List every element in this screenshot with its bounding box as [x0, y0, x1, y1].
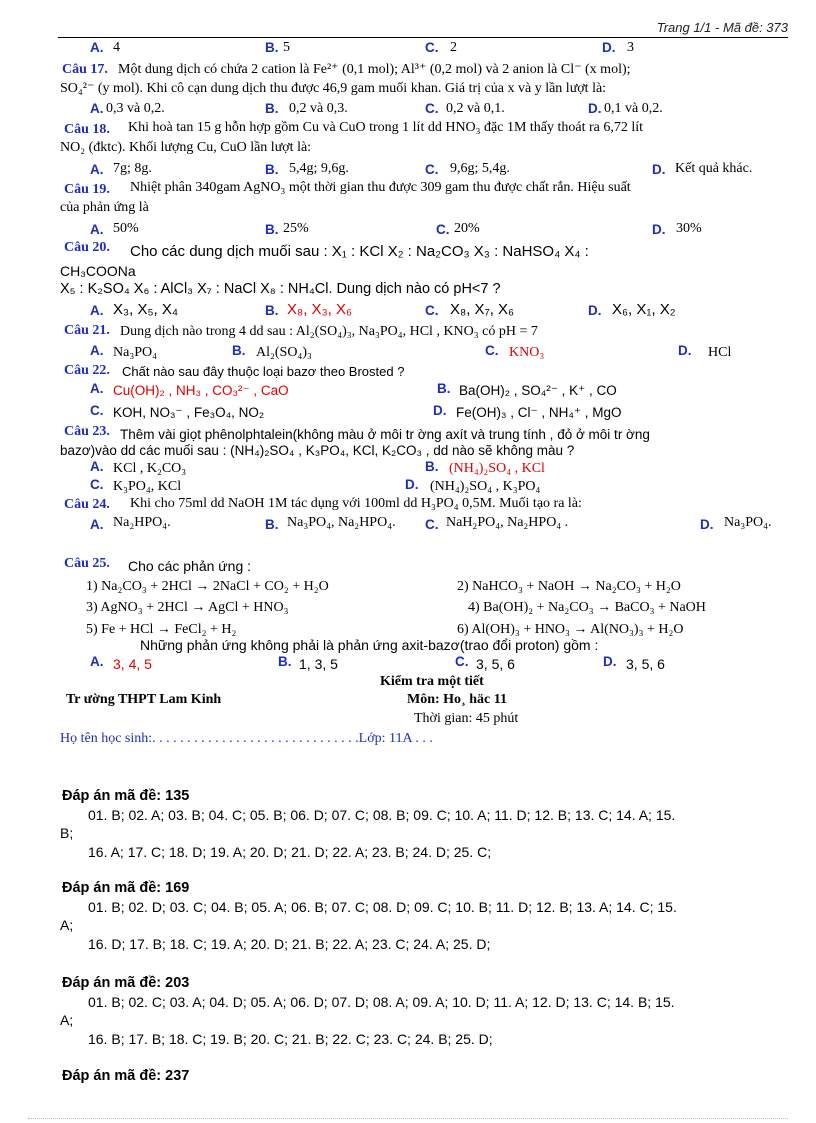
option-letter: D. — [588, 303, 602, 318]
question-text: CH₃COONa — [60, 263, 136, 279]
question-text: X₅ : K₂SO₄ X₆ : AlCl₃ X₇ : NaCl X₈ : NH₄Cl. Dung dịch nào có pH<7 ? — [60, 281, 501, 297]
option-letter: A. — [90, 162, 104, 177]
option-letter: A. — [90, 343, 104, 358]
q22-option-d: Fe(OH)₃ , Cl⁻ , NH₄⁺ , MgO — [456, 405, 622, 420]
question-text: Một dung dịch có chứa 2 cation là Fe²⁺ (0,1 mol); Al³⁺ (0,2 mol) và 2 anion là Cl⁻ (x mol); — [118, 62, 631, 77]
question-text: Nhiệt phân 340gam AgNO₃ một thời gian thu được 309 gam thu được chất rắn. Hiệu suất — [130, 180, 631, 195]
answer-key-line: 01. B; 02. C; 03. A; 04. D; 05. A; 06. D; 07. D; 08. A; 09. A; 10. D; 11. A; 12. D; 13. C; 14. B; 15. — [88, 994, 675, 1010]
option-letter: C. — [485, 343, 499, 358]
q24-option-b: Na₃PO₄, Na₂HPO₄. — [287, 515, 396, 530]
option-letter: A. — [90, 381, 104, 396]
option-letter: D. — [602, 40, 616, 55]
option-letter: B. — [265, 303, 279, 318]
page-bottom-rule — [28, 1118, 788, 1119]
answer-key-line: 01. B; 02. D; 03. C; 04. B; 05. A; 06. B; 07. C; 08. D; 09. C; 10. B; 11. D; 12. B; 13. A; 14. C; 15. — [88, 899, 677, 915]
option-letter: D. — [405, 477, 419, 492]
q24-option-a: Na₂HPO₄. — [113, 515, 171, 530]
question-label: Câu 18. — [64, 122, 110, 137]
q25-option-c: 3, 5, 6 — [476, 656, 515, 672]
question-text: bazơ)vào dd các muối sau : (NH₄)₂SO₄ , K₃PO₄, KCl, K₂CO₃ , dd nào sẽ không màu ? — [60, 443, 575, 458]
answer-key-line: 01. B; 02. A; 03. B; 04. C; 05. B; 06. D; 07. C; 08. B; 09. C; 10. A; 11. D; 12. B; 13. C; 14. A; 15. — [88, 807, 676, 823]
question-label: Câu 22. — [64, 363, 110, 378]
exam-time: Thời gian: 45 phút — [414, 711, 519, 726]
q19-option-a: 50% — [113, 221, 139, 236]
option-letter: C. — [436, 222, 450, 237]
question-label: Câu 23. — [64, 424, 110, 439]
q16-option-a: 4 — [113, 40, 120, 55]
question-text: SO₄²⁻ (y mol). Khi cô cạn dung dịch thu được 46,9 gam muối khan. Giá trị của x và y lần lượt là: — [60, 81, 607, 96]
answer-key-line: A; — [60, 1012, 74, 1028]
answer-key-title: Đáp án mã đề: 169 — [62, 880, 190, 896]
reaction-5: 5) Fe + HCl → FeCl₂ + H₂ — [86, 622, 237, 637]
q23-option-a: KCl , K₂CO₃ — [113, 461, 187, 476]
option-letter: D. — [603, 654, 617, 669]
answer-key-title: Đáp án mã đề: 135 — [62, 788, 190, 804]
subject-name: Môn: Ho¸ häc 11 — [407, 692, 507, 707]
q23-option-b: (NH₄)₂SO₄ , KCl — [449, 461, 545, 476]
option-letter: C. — [90, 403, 104, 418]
q19-option-d: 30% — [676, 221, 702, 236]
question-label: Câu 17. — [62, 62, 108, 77]
option-letter: B. — [437, 381, 451, 396]
option-letter: B. — [278, 654, 292, 669]
q16-option-d: 3 — [627, 40, 634, 55]
option-letter: C. — [425, 517, 439, 532]
option-letter: D. — [588, 101, 602, 116]
q18-option-c: 9,6g; 5,4g. — [450, 161, 510, 176]
option-letter: B. — [232, 343, 246, 358]
answer-key-title: Đáp án mã đề: 203 — [62, 975, 190, 991]
option-letter: C. — [425, 162, 439, 177]
q21-option-a: Na₃PO₄ — [113, 345, 157, 360]
q20-option-c: X₈, X₇, X₆ — [450, 301, 515, 318]
question-text: Khi hoà tan 15 g hỗn hợp gồm Cu và CuO trong 1 lít dd HNO₃ đặc 1M thấy thoát ra 6,72 lít — [128, 120, 644, 135]
q21-option-d: HCl — [708, 345, 732, 360]
q22-option-c: KOH, NO₃⁻ , Fe₃O₄, NO₂ — [113, 405, 265, 420]
school-name: Tr ường THPT Lam Kinh — [66, 692, 222, 707]
option-letter: D. — [652, 222, 666, 237]
answer-key-line: 16. B; 17. B; 18. C; 19. B; 20. C; 21. B; 22. C; 23. C; 24. B; 25. D; — [88, 1031, 493, 1047]
option-letter: C. — [425, 303, 439, 318]
option-letter: A. — [90, 654, 104, 669]
answer-key-line: B; — [60, 825, 74, 841]
header-rule — [58, 37, 788, 38]
q24-option-d: Na₃PO₄. — [724, 515, 772, 530]
option-letter: A. — [90, 222, 104, 237]
option-letter: D. — [652, 162, 666, 177]
question-label: Câu 21. — [64, 323, 110, 338]
reaction-6: 6) Al(OH)₃ + HNO₃ → Al(NO₃)₃ + H₂O — [457, 622, 684, 637]
question-label: Câu 24. — [64, 497, 110, 512]
q17-option-c: 0,2 và 0,1. — [446, 101, 505, 116]
q23-option-d: (NH₄)₂SO₄ , K₃PO₄ — [430, 479, 541, 494]
option-letter: B. — [265, 517, 279, 532]
q24-option-c: NaH₂PO₄, Na₂HPO₄ . — [446, 515, 569, 530]
option-letter: B. — [265, 40, 279, 55]
option-letter: C. — [455, 654, 469, 669]
reaction-1: 1) Na₂CO₃ + 2HCl → 2NaCl + CO₂ + H₂O — [86, 579, 329, 594]
reaction-4: 4) Ba(OH)₂ + Na₂CO₃ → BaCO₃ + NaOH — [468, 600, 706, 615]
exam-title: Kiểm tra một tiết — [380, 674, 484, 689]
q18-option-d: Kết quả khác. — [675, 161, 753, 176]
option-letter: C. — [425, 40, 439, 55]
q23-option-c: K₃PO₄, KCl — [113, 479, 182, 494]
q17-option-a: 0,3 và 0,2. — [106, 101, 165, 116]
option-letter: A. — [90, 40, 104, 55]
answer-key-line: A; — [60, 917, 74, 933]
q16-option-c: 2 — [450, 40, 457, 55]
option-letter: D. — [678, 343, 692, 358]
question-text: của phản ứng là — [60, 200, 149, 215]
q20-option-d: X₆, X₁, X₂ — [612, 301, 676, 318]
option-letter: C. — [90, 477, 104, 492]
q18-option-b: 5,4g; 9,6g. — [289, 161, 349, 176]
question-text: Chất nào sau đây thuộc loại bazơ theo Brosted ? — [122, 364, 405, 379]
q17-option-b: 0,2 và 0,3. — [289, 101, 348, 116]
option-letter: D. — [433, 403, 447, 418]
question-label: Câu 19. — [64, 182, 110, 197]
question-text: Cho các dung dịch muối sau : X₁ : KCl X₂ : Na₂CO₃ X₃ : NaHSO₄ X₄ : — [130, 243, 589, 260]
q19-option-b: 25% — [283, 221, 309, 236]
question-text: Cho các phản ứng : — [128, 558, 252, 574]
q25-option-b: 1, 3, 5 — [299, 656, 338, 672]
q19-option-c: 20% — [454, 221, 480, 236]
q22-option-a: Cu(OH)₂ , NH₃ , CO₃²⁻ , CaO — [113, 383, 289, 398]
option-letter: B. — [265, 162, 279, 177]
reaction-2: 2) NaHCO₃ + NaOH → Na₂CO₃ + H₂O — [457, 579, 681, 594]
q25-option-a: 3, 4, 5 — [113, 656, 152, 672]
option-letter: A. — [90, 517, 104, 532]
q16-option-b: 5 — [283, 40, 290, 55]
option-letter: C. — [425, 101, 439, 116]
student-info-line: Họ tên học sinh:. . . . . . . . . . . . . . . . . . . . . . . . . . . . . .Lớp: 11A . . . — [60, 731, 433, 746]
q21-option-c: KNO₃ — [509, 345, 545, 360]
option-letter: B. — [265, 101, 279, 116]
answer-key-title: Đáp án mã đề: 237 — [62, 1068, 190, 1084]
question-label: Câu 20. — [64, 240, 110, 255]
page-header: Trang 1/1 - Mã đề: 373 — [656, 20, 788, 35]
answer-key-line: 16. D; 17. B; 18. C; 19. A; 20. D; 21. B; 22. A; 23. C; 24. A; 25. D; — [88, 936, 491, 952]
reaction-3: 3) AgNO₃ + 2HCl → AgCl + HNO₃ — [86, 600, 289, 615]
q22-option-b: Ba(OH)₂ , SO₄²⁻ , K⁺ , CO — [459, 383, 617, 398]
question-text: NO₂ (đktc). Khối lượng Cu, CuO lần lượt là: — [60, 140, 312, 155]
option-letter: A. — [90, 459, 104, 474]
question-label: Câu 25. — [64, 556, 110, 571]
option-letter: A. — [90, 303, 104, 318]
option-letter: B. — [425, 459, 439, 474]
option-letter: D. — [700, 517, 714, 532]
question-text: Thêm vài giọt phênolphtalein(không màu ở môi tr ờng axít và trung tính , đỏ ở môi tr ờng — [120, 427, 650, 442]
question-text: Khi cho 75ml dd NaOH 1M tác dụng với 100ml dd H₃PO₄ 0,5M. Muối tạo ra là: — [130, 496, 582, 511]
option-letter: A. — [90, 101, 104, 116]
answer-key-line: 16. A; 17. C; 18. D; 19. A; 20. D; 21. D; 22. A; 23. B; 24. D; 25. C; — [88, 844, 492, 860]
q25-option-d: 3, 5, 6 — [626, 656, 665, 672]
q21-option-b: Al₂(SO₄)₃ — [256, 345, 312, 360]
option-letter: B. — [265, 222, 279, 237]
q20-option-b: X₈, X₃, X₆ — [287, 301, 353, 318]
q18-option-a: 7g; 8g. — [113, 161, 152, 176]
q17-option-d: 0,1 và 0,2. — [604, 101, 663, 116]
q20-option-a: X₃, X₅, X₄ — [113, 301, 178, 318]
question-text: Dung dịch nào trong 4 dd sau : Al₂(SO₄)₃, Na₃PO₄, HCl , KNO₃ có pH = 7 — [120, 324, 538, 339]
question-text: Những phản ứng không phải là phản ứng axit-bazơ(trao đổi proton) gồm : — [140, 637, 599, 653]
